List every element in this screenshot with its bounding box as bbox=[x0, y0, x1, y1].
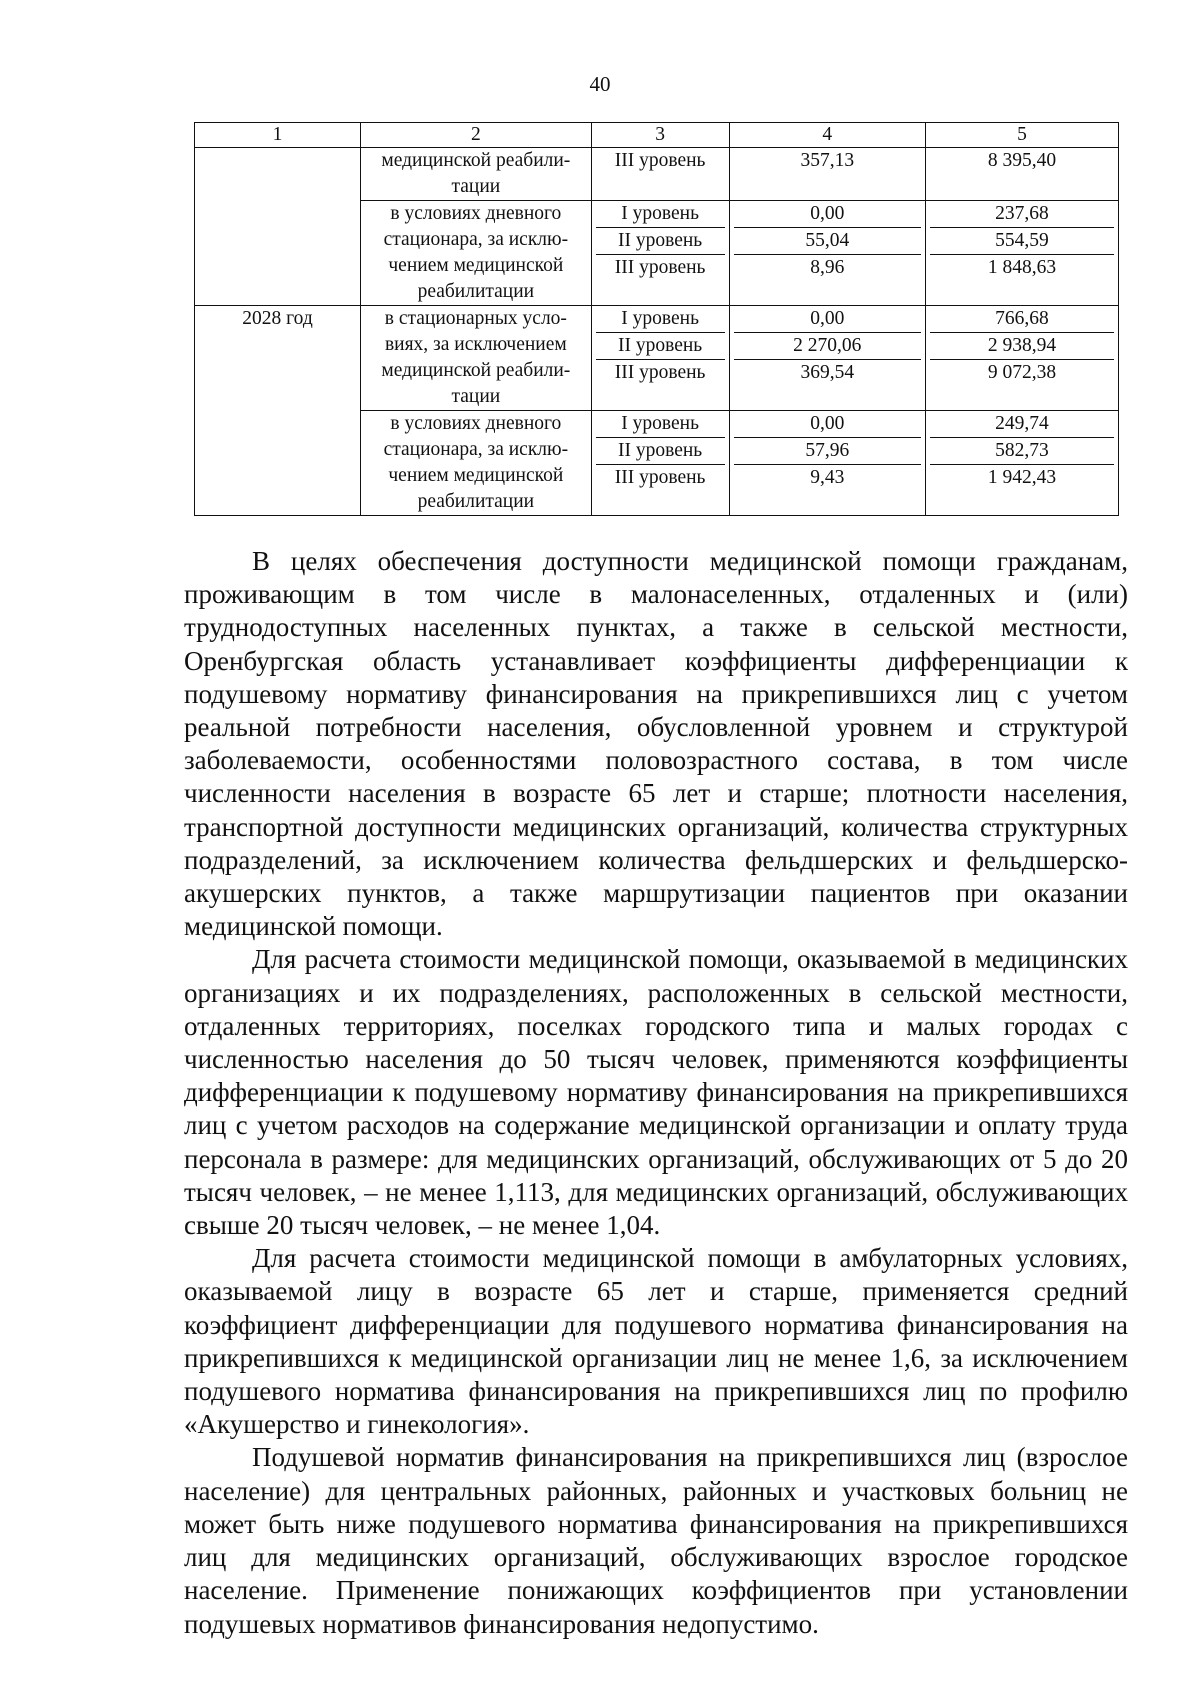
level-label: III уровень bbox=[596, 359, 725, 386]
year-cell: 2028 год bbox=[195, 306, 361, 516]
level-label: III уровень bbox=[596, 254, 725, 281]
value-col5: 766,68 bbox=[995, 308, 1049, 329]
value-col4: 0,00 bbox=[810, 308, 845, 329]
row-description: медицинской реабили- тации bbox=[361, 148, 591, 201]
value-col4: 0,00 bbox=[810, 413, 845, 434]
paragraph: Для расчета стоимости медицинской помощи в амбулаторных условиях, оказываемой лицу в возрасте 65 лет и старше, применяется средний коэффициент дифференциации для подушевого норматива финансирования на прикрепившихся к медицинской организации лиц не менее 1,6, за исключением подушевого норматива финансирования на прикрепившихся лиц по профилю «Акушерство и гинекология». bbox=[184, 1243, 1128, 1440]
paragraph: В целях обеспечения доступности медицинской помощи гражданам, проживающим в том числе в малонаселенных, отдаленных и (или) труднодоступных населенных пунктах, а также в сельской местности, Оренбургская область устанавливает коэффициенты дифференциации к подушевому нормативу финансирования на прикрепившихся лиц с учетом реальной потребности населения, обусловленной уровнем и структурой заболеваемости, особенностями половозрастного состава, в том числе численности населения в возрасте 65 лет и старше; плотности населения, транспортной доступности медицинских организаций, количества структурных подразделений, за исключением количества фельдшерских и фельдшерско-акушерских пунктов, а также маршрутизации пациентов при оказании медицинской помощи. bbox=[184, 546, 1128, 942]
value-col4: 0,00 bbox=[810, 203, 845, 224]
level-cell bbox=[591, 201, 729, 306]
value-cell-5 bbox=[925, 148, 1118, 201]
value-cell-5 bbox=[925, 306, 1118, 411]
value-col5: 554,59 bbox=[930, 227, 1114, 254]
value-col4: 369,54 bbox=[734, 359, 921, 386]
value-col5: 237,68 bbox=[995, 203, 1049, 224]
row-description: в условиях дневного стационара, за исклю- чением медицинской реабилитации bbox=[361, 411, 591, 516]
value-cell-4 bbox=[729, 148, 925, 201]
level-label: I уровень bbox=[621, 308, 699, 329]
row-description: в стационарных усло- виях, за исключением медицинской реабили- тации bbox=[361, 306, 591, 411]
row-description: в условиях дневного стационара, за исклю- чением медицинской реабилитации bbox=[361, 201, 591, 306]
value-col4: 8,96 bbox=[734, 254, 921, 281]
value-cell-5 bbox=[925, 411, 1118, 516]
page-number: 40 bbox=[589, 72, 611, 96]
header-cell-5: 5 bbox=[925, 123, 1118, 148]
year-cell-empty bbox=[195, 148, 361, 306]
value-col5: 582,73 bbox=[930, 437, 1114, 464]
table-header-row bbox=[195, 123, 1119, 148]
value-col5: 9 072,38 bbox=[930, 359, 1114, 386]
value-col4: 57,96 bbox=[734, 437, 921, 464]
paragraph: Подушевой норматив финансирования на прикрепившихся лиц (взрослое население) для центральных районных, районных и участковых больниц не может быть ниже подушевого норматива финансирования на прикрепившихся лиц для медицинских организаций, обслуживающих взрослое городское население. Применение понижающих коэффициентов при установлении подушевых нормативов финансирования недопустимо. bbox=[184, 1442, 1128, 1639]
table-row bbox=[195, 306, 1119, 411]
value-cell-5 bbox=[925, 201, 1118, 306]
value-col5: 1 848,63 bbox=[930, 254, 1114, 281]
header-cell-4: 4 bbox=[729, 123, 925, 148]
value-col5: 1 942,43 bbox=[930, 464, 1114, 491]
header-cell-3: 3 bbox=[591, 123, 729, 148]
header-cell-1: 1 bbox=[195, 123, 361, 148]
value-col5: 8 395,40 bbox=[987, 150, 1057, 171]
level-label: I уровень bbox=[621, 413, 699, 434]
level-cell bbox=[591, 411, 729, 516]
value-col5: 2 938,94 bbox=[930, 332, 1114, 359]
value-cell-4 bbox=[729, 411, 925, 516]
value-col5: 249,74 bbox=[995, 413, 1049, 434]
table-row bbox=[195, 148, 1119, 201]
value-col4: 9,43 bbox=[734, 464, 921, 491]
paragraph: Для расчета стоимости медицинской помощи, оказываемой в медицинских организациях и их подразделениях, расположенных в сельской местности, отдаленных территориях, поселках городского типа и малых городах с численностью населения до 50 тысяч человек, применяются коэффициенты дифференциации к подушевому нормативу финансирования на прикрепившихся лиц с учетом расходов на содержание медицинской организации и оплату труда персонала в размере: для медицинских организаций, обслуживающих от 5 до 20 тысяч человек, – не менее 1,113, для медицинских организаций, обслуживающих свыше 20 тысяч человек, – не менее 1,04. bbox=[184, 944, 1128, 1241]
level-label: II уровень bbox=[596, 332, 725, 359]
level-label: II уровень bbox=[596, 437, 725, 464]
value-col4: 2 270,06 bbox=[734, 332, 921, 359]
value-col4: 357,13 bbox=[800, 150, 855, 171]
value-col4: 55,04 bbox=[734, 227, 921, 254]
level-label: III уровень bbox=[614, 150, 706, 171]
level-label: III уровень bbox=[596, 464, 725, 491]
body-text bbox=[184, 545, 1128, 1641]
level-cell bbox=[591, 306, 729, 411]
level-cell bbox=[591, 148, 729, 201]
value-cell-4 bbox=[729, 306, 925, 411]
level-label: II уровень bbox=[596, 227, 725, 254]
level-label: I уровень bbox=[621, 203, 699, 224]
data-table bbox=[194, 122, 1119, 516]
header-cell-2: 2 bbox=[361, 123, 591, 148]
value-cell-4 bbox=[729, 201, 925, 306]
